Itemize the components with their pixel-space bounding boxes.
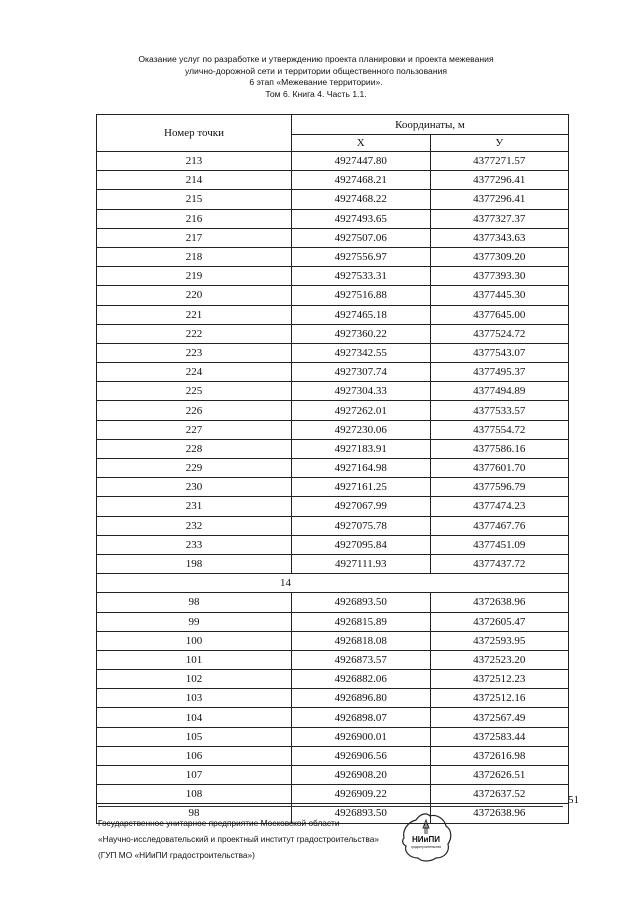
table-row <box>97 439 569 458</box>
y-coordinate-cell: 4372638.96 <box>430 804 569 823</box>
table-row <box>97 746 569 765</box>
y-coordinate-cell: 4372523.20 <box>430 650 569 669</box>
y-coordinate-cell: 4372593.95 <box>430 631 569 650</box>
column-header-point-number: Номер точки <box>97 115 292 152</box>
point-number-cell: 227 <box>97 420 292 439</box>
y-coordinate-cell: 4377601.70 <box>430 459 569 478</box>
y-coordinate-cell: 4377309.20 <box>430 247 569 266</box>
table-row <box>97 420 569 439</box>
table-row <box>97 286 569 305</box>
institute-logo-icon <box>396 808 456 864</box>
coordinates-table <box>96 114 569 824</box>
x-coordinate-cell: 4927161.25 <box>292 478 431 497</box>
table-row <box>97 497 569 516</box>
table-row <box>97 689 569 708</box>
y-coordinate-cell: 4377327.37 <box>430 209 569 228</box>
y-coordinate-cell: 4372512.16 <box>430 689 569 708</box>
table-row <box>97 228 569 247</box>
y-coordinate-cell: 4377296.41 <box>430 190 569 209</box>
point-number-cell: 231 <box>97 497 292 516</box>
y-coordinate-cell: 4372626.51 <box>430 766 569 785</box>
page-number: 51 <box>568 794 579 806</box>
x-coordinate-cell: 4927468.21 <box>292 171 431 190</box>
point-number-cell: 219 <box>97 267 292 286</box>
y-coordinate-cell: 4377393.30 <box>430 267 569 286</box>
footer-divider <box>98 806 563 807</box>
table-row <box>97 708 569 727</box>
x-coordinate-cell: 4927111.93 <box>292 554 431 573</box>
x-coordinate-cell: 4927468.22 <box>292 190 431 209</box>
x-coordinate-cell: 4926900.01 <box>292 727 431 746</box>
point-number-cell: 217 <box>97 228 292 247</box>
y-coordinate-cell: 4372638.96 <box>430 593 569 612</box>
x-coordinate-cell: 4927230.06 <box>292 420 431 439</box>
point-number-cell: 101 <box>97 650 292 669</box>
table-row <box>97 766 569 785</box>
table-group-row <box>97 574 569 593</box>
y-coordinate-cell: 4377495.37 <box>430 363 569 382</box>
column-header-y: У <box>430 135 569 152</box>
table-row <box>97 267 569 286</box>
y-coordinate-cell: 4372605.47 <box>430 612 569 631</box>
table-row <box>97 727 569 746</box>
y-coordinate-cell: 4377437.72 <box>430 554 569 573</box>
point-number-cell: 216 <box>97 209 292 228</box>
table-body <box>97 152 569 824</box>
point-number-cell: 106 <box>97 746 292 765</box>
table-row <box>97 785 569 804</box>
document-footer <box>98 815 379 863</box>
y-coordinate-cell: 4377554.72 <box>430 420 569 439</box>
table-row <box>97 152 569 171</box>
y-coordinate-cell: 4372567.49 <box>430 708 569 727</box>
point-number-cell: 226 <box>97 401 292 420</box>
y-coordinate-cell: 4372616.98 <box>430 746 569 765</box>
y-coordinate-cell: 4377343.63 <box>430 228 569 247</box>
y-coordinate-cell: 4377296.41 <box>430 171 569 190</box>
logo-subtext: градостроительства <box>411 845 441 849</box>
table-row <box>97 305 569 324</box>
header-line-4: Том 6. Книга 4. Часть 1.1. <box>265 88 367 99</box>
table-row <box>97 650 569 669</box>
point-number-cell: 215 <box>97 190 292 209</box>
point-number-cell: 221 <box>97 305 292 324</box>
y-coordinate-cell: 4377533.57 <box>430 401 569 420</box>
group-label: 14 <box>280 577 291 590</box>
table-row <box>97 190 569 209</box>
point-number-cell: 105 <box>97 727 292 746</box>
x-coordinate-cell: 4926893.50 <box>292 804 431 823</box>
x-coordinate-cell: 4927095.84 <box>292 535 431 554</box>
header-line-3: 6 этап «Межевание территории». <box>249 77 383 87</box>
table-row <box>97 363 569 382</box>
x-coordinate-cell: 4927507.06 <box>292 228 431 247</box>
point-number-cell: 102 <box>97 670 292 689</box>
y-coordinate-cell: 4377596.79 <box>430 478 569 497</box>
x-coordinate-cell: 4927342.55 <box>292 343 431 362</box>
point-number-cell: 99 <box>97 612 292 631</box>
point-number-cell: 98 <box>97 804 292 823</box>
x-coordinate-cell: 4926908.20 <box>292 766 431 785</box>
y-coordinate-cell: 4377474.23 <box>430 497 569 516</box>
point-number-cell: 228 <box>97 439 292 458</box>
table-row <box>97 535 569 554</box>
x-coordinate-cell: 4926893.50 <box>292 593 431 612</box>
footer-line-1: Государственное унитарное предприятие Московской области <box>98 818 340 828</box>
footer-line-3: (ГУП МО «НИиПИ градостроительства») <box>98 850 255 860</box>
x-coordinate-cell: 4927075.78 <box>292 516 431 535</box>
table-row <box>97 401 569 420</box>
point-number-cell: 225 <box>97 382 292 401</box>
y-coordinate-cell: 4372637.52 <box>430 785 569 804</box>
table-row <box>97 631 569 650</box>
x-coordinate-cell: 4927447.80 <box>292 152 431 171</box>
x-coordinate-cell: 4927304.33 <box>292 382 431 401</box>
x-coordinate-cell: 4927556.97 <box>292 247 431 266</box>
y-coordinate-cell: 4372583.44 <box>430 727 569 746</box>
document-header <box>96 54 536 100</box>
group-cell <box>97 574 569 593</box>
x-coordinate-cell: 4926873.57 <box>292 650 431 669</box>
column-header-coordinates: Координаты, м <box>292 115 569 135</box>
y-coordinate-cell: 4377467.76 <box>430 516 569 535</box>
table-row <box>97 171 569 190</box>
table-row <box>97 382 569 401</box>
point-number-cell: 224 <box>97 363 292 382</box>
x-coordinate-cell: 4926906.56 <box>292 746 431 765</box>
point-number-cell: 233 <box>97 535 292 554</box>
point-number-cell: 98 <box>97 593 292 612</box>
table-row <box>97 593 569 612</box>
point-number-cell: 103 <box>97 689 292 708</box>
x-coordinate-cell: 4927164.98 <box>292 459 431 478</box>
point-number-cell: 104 <box>97 708 292 727</box>
x-coordinate-cell: 4927516.88 <box>292 286 431 305</box>
header-line-1: Оказание услуг по разработке и утверждению проекта планировки и проекта межевания <box>138 54 494 64</box>
point-number-cell: 100 <box>97 631 292 650</box>
point-number-cell: 223 <box>97 343 292 362</box>
x-coordinate-cell: 4926818.08 <box>292 631 431 650</box>
y-coordinate-cell: 4377586.16 <box>430 439 569 458</box>
y-coordinate-cell: 4377451.09 <box>430 535 569 554</box>
table-row <box>97 459 569 478</box>
x-coordinate-cell: 4926898.07 <box>292 708 431 727</box>
x-coordinate-cell: 4927307.74 <box>292 363 431 382</box>
table-row <box>97 516 569 535</box>
x-coordinate-cell: 4926882.06 <box>292 670 431 689</box>
point-number-cell: 198 <box>97 554 292 573</box>
point-number-cell: 214 <box>97 171 292 190</box>
point-number-cell: 220 <box>97 286 292 305</box>
header-line-2: улично-дорожной сети и территории общественного пользования <box>184 65 448 76</box>
point-number-cell: 229 <box>97 459 292 478</box>
y-coordinate-cell: 4377543.07 <box>430 343 569 362</box>
table-row <box>97 343 569 362</box>
point-number-cell: 222 <box>97 324 292 343</box>
point-number-cell: 213 <box>97 152 292 171</box>
x-coordinate-cell: 4926815.89 <box>292 612 431 631</box>
y-coordinate-cell: 4372512.23 <box>430 670 569 689</box>
point-number-cell: 230 <box>97 478 292 497</box>
table-row <box>97 612 569 631</box>
table-row <box>97 209 569 228</box>
x-coordinate-cell: 4926909.22 <box>292 785 431 804</box>
x-coordinate-cell: 4927465.18 <box>292 305 431 324</box>
x-coordinate-cell: 4927493.65 <box>292 209 431 228</box>
point-number-cell: 107 <box>97 766 292 785</box>
point-number-cell: 218 <box>97 247 292 266</box>
y-coordinate-cell: 4377645.00 <box>430 305 569 324</box>
table-row <box>97 554 569 573</box>
point-number-cell: 232 <box>97 516 292 535</box>
x-coordinate-cell: 4927360.22 <box>292 324 431 343</box>
column-header-x: X <box>292 135 431 152</box>
y-coordinate-cell: 4377445.30 <box>430 286 569 305</box>
footer-line-2: «Научно-исследовательский и проектный институт градостроительства» <box>98 834 379 844</box>
y-coordinate-cell: 4377494.89 <box>430 382 569 401</box>
y-coordinate-cell: 4377524.72 <box>430 324 569 343</box>
table-row <box>97 670 569 689</box>
y-coordinate-cell: 4377271.57 <box>430 152 569 171</box>
point-number-cell: 108 <box>97 785 292 804</box>
x-coordinate-cell: 4927262.01 <box>292 401 431 420</box>
logo-text: НИиПИ <box>412 835 440 844</box>
x-coordinate-cell: 4927183.91 <box>292 439 431 458</box>
x-coordinate-cell: 4927533.31 <box>292 267 431 286</box>
x-coordinate-cell: 4926896.80 <box>292 689 431 708</box>
x-coordinate-cell: 4927067.99 <box>292 497 431 516</box>
table-row <box>97 247 569 266</box>
table-row <box>97 324 569 343</box>
table-row <box>97 478 569 497</box>
